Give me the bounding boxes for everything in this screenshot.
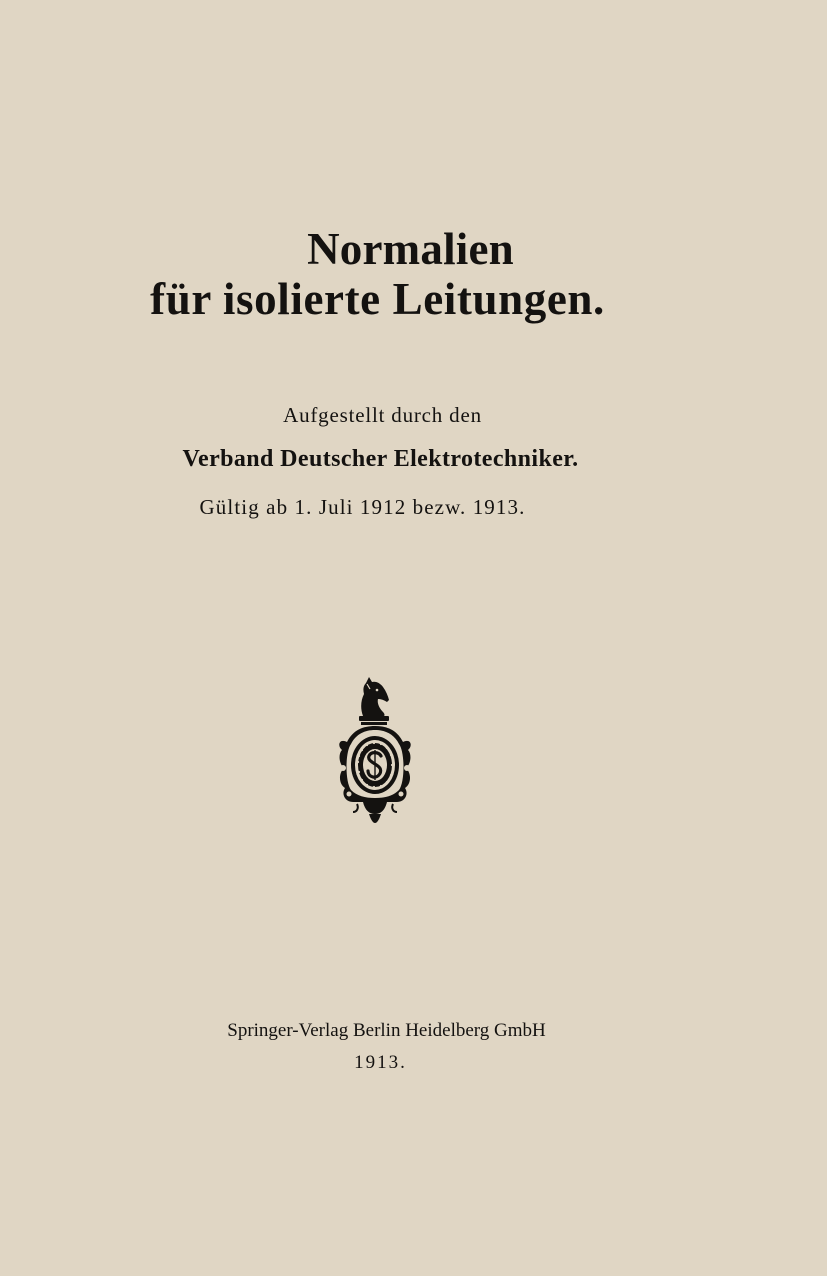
association-name: Verband Deutscher Elektrotechniker. [182, 446, 579, 472]
publisher-logo-icon [333, 672, 419, 828]
book-title-line-2: für isolierte Leitungen. [150, 274, 605, 324]
compiled-by-line: Aufgestellt durch den [283, 403, 482, 427]
validity-line: Gültig ab 1. Juli 1912 bezw. 1913. [199, 495, 526, 519]
publication-year: 1913. [354, 1052, 407, 1073]
book-title-line-1: Normalien [307, 224, 514, 274]
publisher-name: Springer-Verlag Berlin Heidelberg GmbH [227, 1020, 546, 1041]
